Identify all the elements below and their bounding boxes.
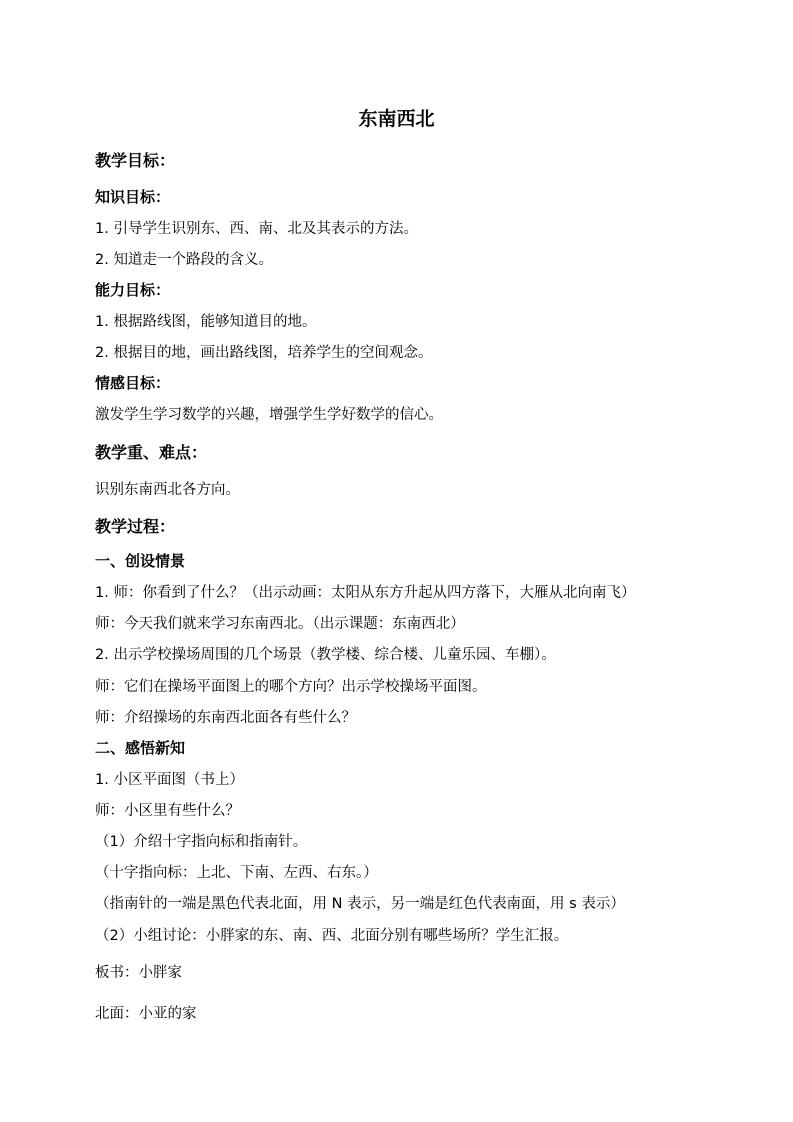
paragraph: 北面：小亚的家 xyxy=(95,1006,197,1022)
paragraph: 2. 根据目的地，画出路线图，培养学生的空间观念。 xyxy=(95,345,433,361)
paragraph: 2. 知道走一个路段的含义。 xyxy=(95,252,273,268)
paragraph: 师：今天我们就来学习东南西北。（出示课题：东南西北） xyxy=(95,616,465,632)
paragraph: 师：它们在操场平面图上的哪个方向？出示学校操场平面图。 xyxy=(95,679,487,695)
paragraph: 识别东南西北各方向。 xyxy=(95,482,240,498)
paragraph: （指南针的一端是黑色代表北面，用 N 表示，另一端是红色代表南面，用 s 表示） xyxy=(95,896,625,912)
heading-section-1: 一、创设情景 xyxy=(95,552,186,570)
paragraph: （十字指向标：上北、下南、左西、右东。） xyxy=(95,865,378,881)
paragraph: （1）介绍十字指向标和指南针。 xyxy=(95,834,308,850)
heading-teaching-goals: 教学目标： xyxy=(95,151,176,170)
paragraph: 1. 小区平面图（书上） xyxy=(95,772,244,788)
heading-knowledge-goals: 知识目标： xyxy=(95,188,171,206)
heading-ability-goals: 能力目标： xyxy=(95,281,171,299)
paragraph: 板书：小胖家 xyxy=(95,965,182,981)
paragraph: 1. 根据路线图，能够知道目的地。 xyxy=(95,314,317,330)
paragraph: 师：介绍操场的东南西北面各有些什么？ xyxy=(95,710,356,726)
heading-key-points: 教学重、难点： xyxy=(95,443,208,462)
document-title: 东南西北 xyxy=(358,108,435,130)
paragraph: 2. 出示学校操场周围的几个场景（教学楼、综合楼、儿童乐园、车棚）。 xyxy=(95,647,556,663)
heading-teaching-process: 教学过程： xyxy=(95,517,176,536)
heading-emotion-goals: 情感目标： xyxy=(95,374,171,392)
paragraph: 激发学生学习数学的兴趣，增强学生学好数学的信心。 xyxy=(95,407,443,423)
paragraph: 1. 师：你看到了什么？（出示动画：太阳从东方升起从四方落下，大雁从北向南飞） xyxy=(95,585,636,601)
paragraph: （2）小组讨论：小胖家的东、南、西、北面分别有哪些场所？学生汇报。 xyxy=(95,928,569,944)
paragraph: 师：小区里有些什么？ xyxy=(95,803,240,819)
paragraph: 1. 引导学生识别东、西、南、北及其表示的方法。 xyxy=(95,221,418,237)
heading-section-2: 二、感悟新知 xyxy=(95,739,186,757)
